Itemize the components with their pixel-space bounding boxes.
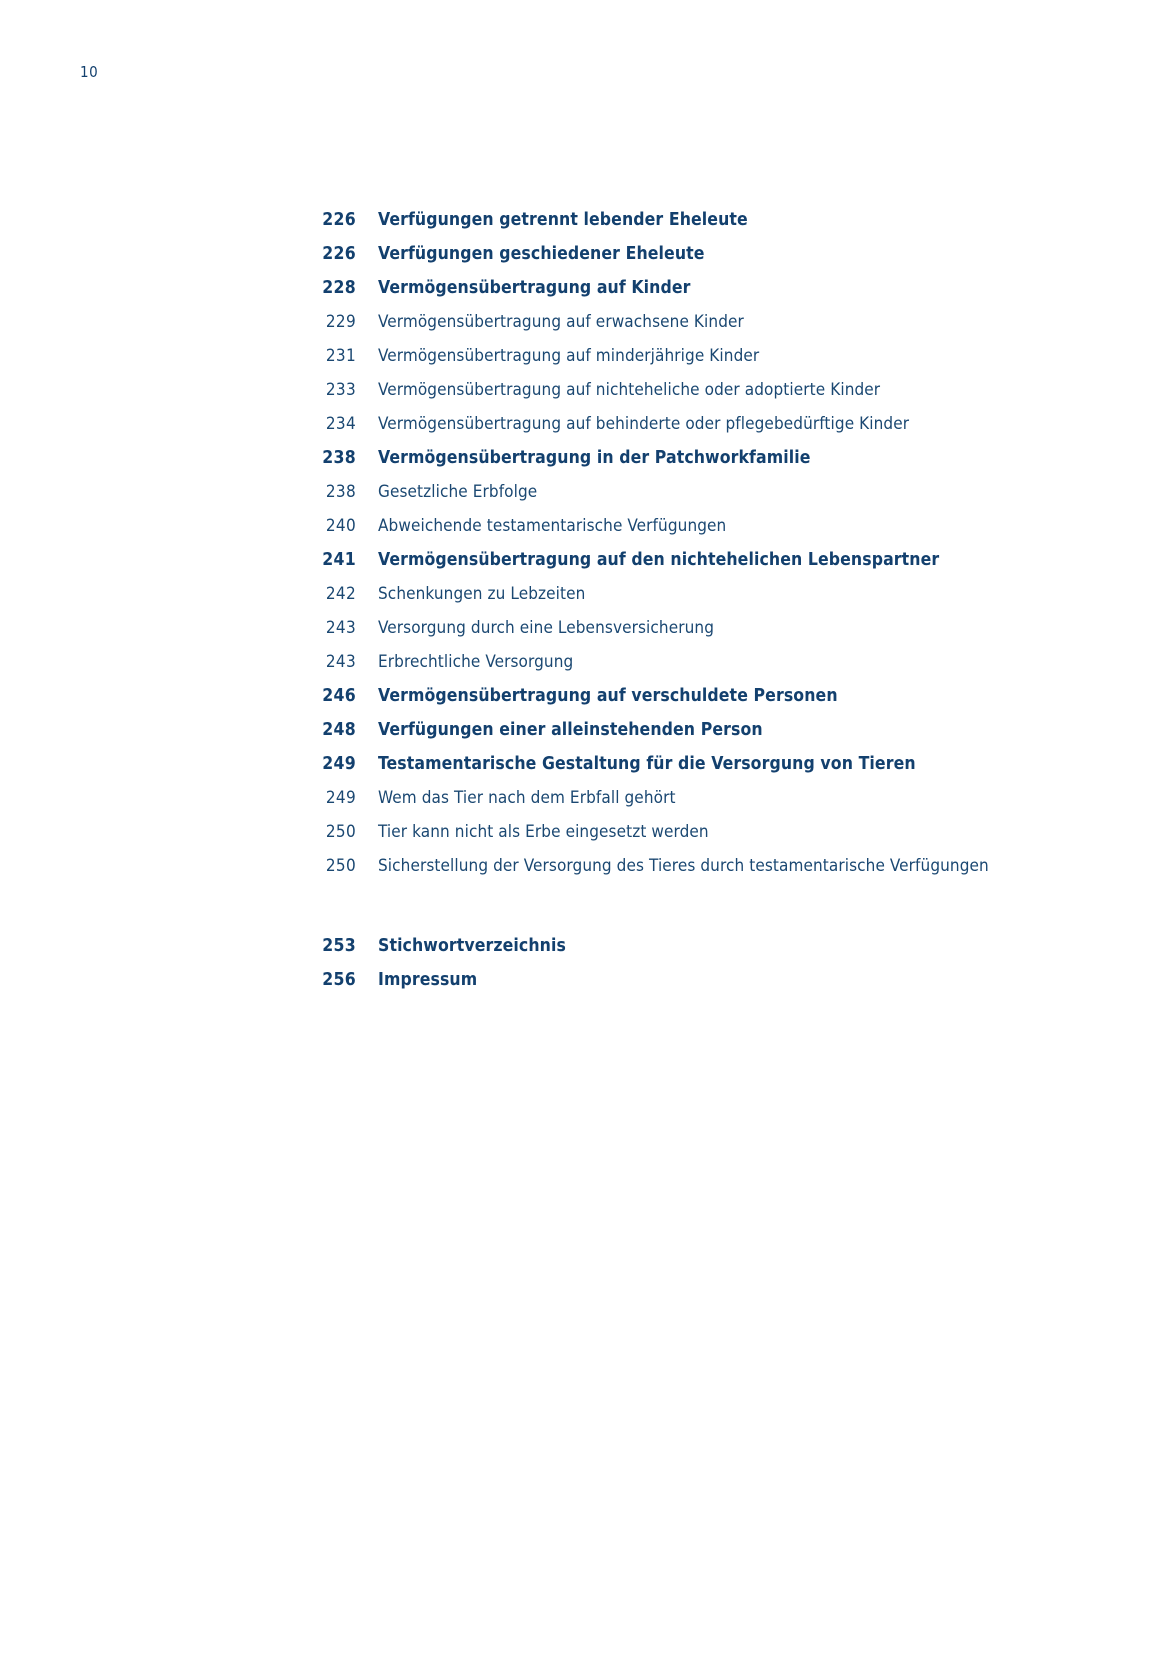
toc-entry-title: Schenkungen zu Lebzeiten	[378, 584, 586, 604]
toc-entry-title: Vermögensübertragung auf minderjährige Kinder	[378, 346, 760, 366]
toc-entry-page-number: 250	[325, 856, 356, 876]
toc-entry-title: Vermögensübertragung auf Kinder	[378, 278, 691, 298]
toc-entry-title: Testamentarische Gestaltung für die Versorgung von Tieren	[378, 754, 916, 774]
toc-entry-page-number: 226	[322, 210, 356, 230]
toc-entry[interactable]	[300, 346, 1100, 380]
toc-entry-title: Vermögensübertragung auf den nichtehelichen Lebenspartner	[378, 550, 940, 570]
toc-entry-page-number: 231	[325, 346, 356, 366]
toc-entry-page-number: 253	[322, 936, 356, 956]
toc-entry-page-number: 249	[322, 754, 356, 774]
toc-entry-page-number: 250	[325, 822, 356, 842]
toc-main-list	[300, 210, 1100, 890]
toc-entry[interactable]	[300, 936, 1100, 970]
toc-entry-title: Impressum	[378, 970, 478, 990]
toc-entry[interactable]	[300, 652, 1100, 686]
toc-entry-title: Abweichende testamentarische Verfügungen	[378, 516, 727, 536]
toc-back-matter-list	[300, 936, 1100, 1004]
page-number: 10	[80, 63, 99, 81]
toc-entry[interactable]	[300, 414, 1100, 448]
toc-entry-title: Erbrechtliche Versorgung	[378, 652, 574, 672]
toc-entry-page-number: 242	[325, 584, 356, 604]
toc-entry[interactable]	[300, 482, 1100, 516]
toc-entry-title: Sicherstellung der Versorgung des Tieres durch testamentarische Verfügungen	[378, 856, 989, 876]
toc-entry-page-number: 238	[325, 482, 356, 502]
toc-entry-title: Verfügungen einer alleinstehenden Person	[378, 720, 763, 740]
toc-entry-title: Vermögensübertragung auf nichteheliche oder adoptierte Kinder	[378, 380, 881, 400]
toc-entry[interactable]	[300, 380, 1100, 414]
toc-entry-page-number: 248	[322, 720, 356, 740]
toc-spacer	[300, 890, 1100, 936]
toc-entry-page-number: 234	[325, 414, 356, 434]
toc-entry-page-number: 241	[322, 550, 356, 570]
toc-entry[interactable]	[300, 516, 1100, 550]
toc-entry-title: Versorgung durch eine Lebensversicherung	[378, 618, 715, 638]
toc-entry-page-number: 243	[325, 652, 356, 672]
toc-entry-page-number: 226	[322, 244, 356, 264]
toc-entry-title: Verfügungen getrennt lebender Eheleute	[378, 210, 748, 230]
toc-entry[interactable]	[300, 686, 1100, 720]
toc-entry-page-number: 249	[325, 788, 356, 808]
toc-entry-page-number: 240	[325, 516, 356, 536]
toc-entry-title: Vermögensübertragung in der Patchworkfamilie	[378, 448, 811, 468]
toc-entry[interactable]	[300, 584, 1100, 618]
toc-entry[interactable]	[300, 618, 1100, 652]
table-of-contents	[300, 210, 1100, 1004]
toc-entry-title: Tier kann nicht als Erbe eingesetzt werden	[378, 822, 709, 842]
toc-entry-title: Vermögensübertragung auf behinderte oder pflegebedürftige Kinder	[378, 414, 910, 434]
toc-entry-page-number: 246	[322, 686, 356, 706]
toc-entry-page-number: 233	[325, 380, 356, 400]
toc-entry[interactable]	[300, 754, 1100, 788]
toc-entry-page-number: 229	[325, 312, 356, 332]
toc-entry[interactable]	[300, 822, 1100, 856]
toc-entry-title: Verfügungen geschiedener Eheleute	[378, 244, 705, 264]
toc-entry[interactable]	[300, 312, 1100, 346]
toc-entry-page-number: 256	[322, 970, 356, 990]
toc-entry-title: Gesetzliche Erbfolge	[378, 482, 538, 502]
toc-entry[interactable]	[300, 550, 1100, 584]
toc-entry-title: Stichwortverzeichnis	[378, 936, 566, 956]
toc-entry[interactable]	[300, 970, 1100, 1004]
toc-entry[interactable]	[300, 210, 1100, 244]
toc-entry-title: Vermögensübertragung auf erwachsene Kinder	[378, 312, 744, 332]
toc-entry[interactable]	[300, 448, 1100, 482]
toc-entry-title: Vermögensübertragung auf verschuldete Personen	[378, 686, 838, 706]
toc-entry-page-number: 243	[325, 618, 356, 638]
toc-entry[interactable]	[300, 788, 1100, 822]
toc-entry[interactable]	[300, 856, 1100, 890]
toc-entry-page-number: 228	[322, 278, 356, 298]
toc-entry[interactable]	[300, 278, 1100, 312]
toc-entry[interactable]	[300, 720, 1100, 754]
toc-entry[interactable]	[300, 244, 1100, 278]
toc-entry-title: Wem das Tier nach dem Erbfall gehört	[378, 788, 676, 808]
toc-entry-page-number: 238	[322, 448, 356, 468]
